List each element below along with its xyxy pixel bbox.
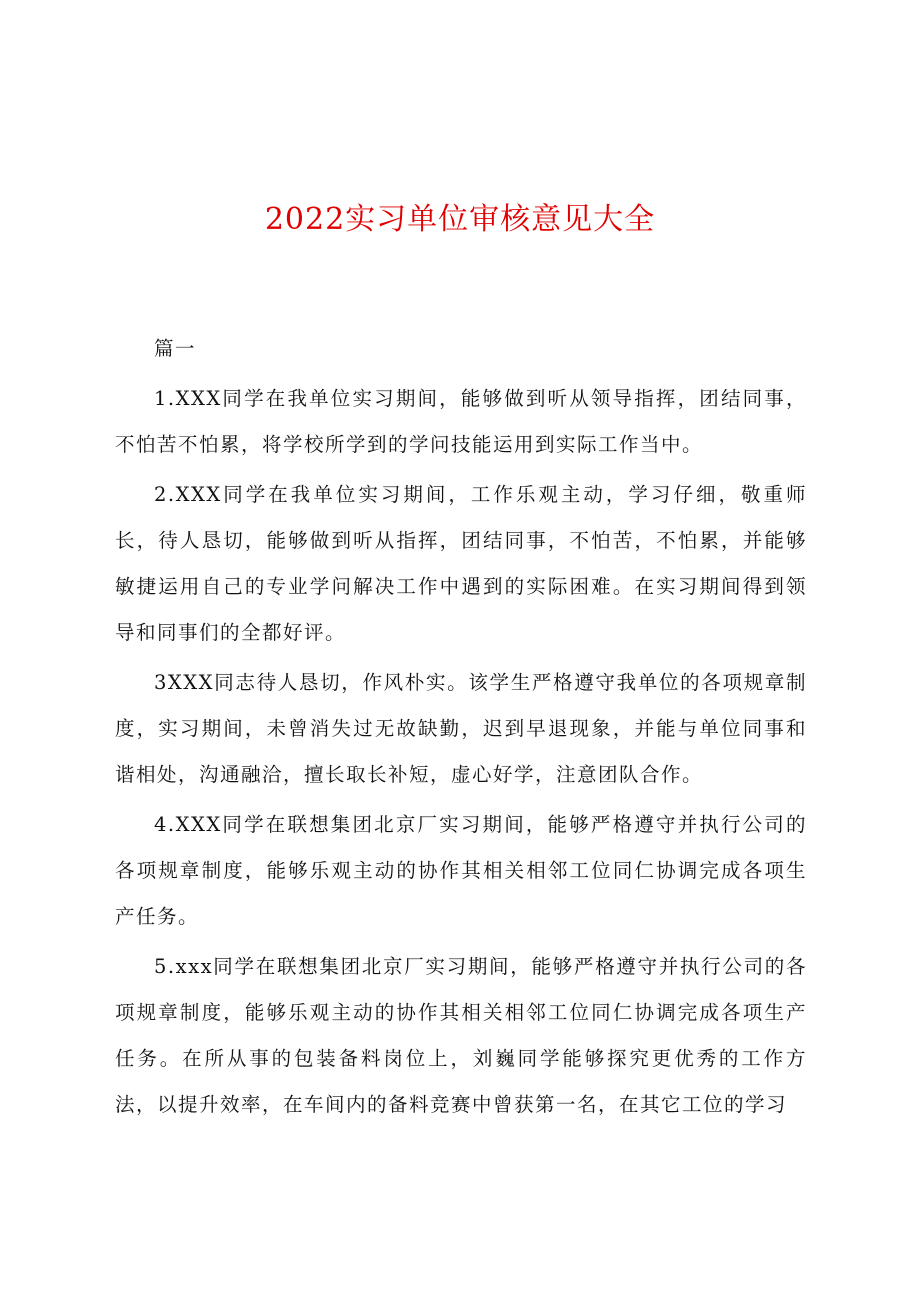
paragraph-4: 4.XXX同学在联想集团北京厂实习期间，能够严格遵守并执行公司的各项规章制度，能够乐观主动的协作其相关相邻工位同仁协调完成各项生产任务。: [115, 813, 807, 928]
paragraph-1: 1.XXX同学在我单位实习期间，能够做到听从领导指挥，团结同事，不怕苦不怕累，将学校所学到的学问技能运用到实际工作当中。: [115, 387, 807, 456]
paragraph-2: 2.XXX同学在我单位实习期间，工作乐观主动，学习仔细，敬重师长，待人恳切，能够做到听从指挥，团结同事，不怕苦，不怕累，并能够敏捷运用自己的专业学问解决工作中遇到的实际困难。在实习期间得到领导和同事们的全都好评。: [115, 483, 807, 644]
document-title: 2022实习单位审核意见大全: [264, 202, 656, 237]
document-body: [115, 328, 807, 1128]
paragraph-3: 3XXX同志待人恳切，作风朴实。该学生严格遵守我单位的各项规章制度，实习期间，未曾消失过无故缺勤，迟到早退现象，并能与单位同事和谐相处，沟通融洽，擅长取长补短，虚心好学，注意团队合作。: [115, 671, 807, 786]
section-label: 篇一: [154, 337, 197, 360]
paragraph-5: 5.xxx同学在联想集团北京厂实习期间，能够严格遵守并执行公司的各项规章制度，能够乐观主动的协作其相关相邻工位同仁协调完成各项生产任务。在所从事的包装备料岗位上，刘巍同学能够探究更优秀的工作方法，以提升效率，在车间内的备料竞赛中曾获第一名，在其它工位的学习: [115, 955, 807, 1116]
